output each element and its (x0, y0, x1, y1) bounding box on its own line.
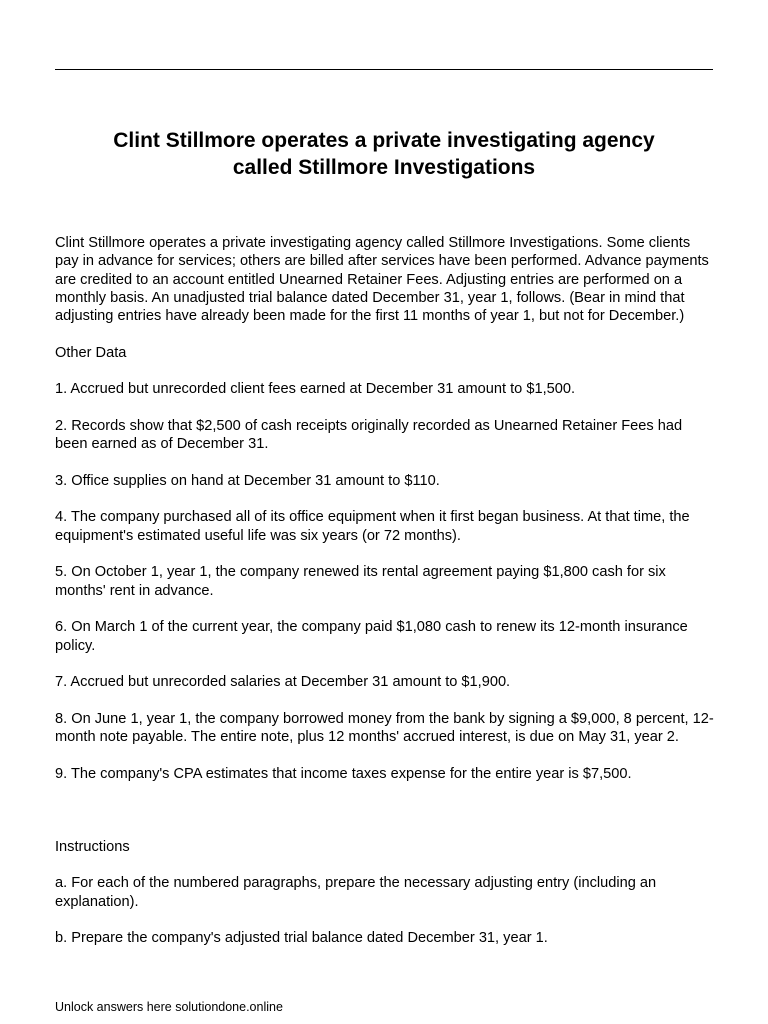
footer-link-text: Unlock answers here solutiondone.online (55, 1000, 283, 1014)
item-2: 2. Records show that $2,500 of cash receipts originally recorded as Unearned Retainer Fees had been earned as of December 31. (55, 417, 683, 453)
item-7: 7. Accrued but unrecorded salaries at December 31 amount to $1,900. (55, 674, 511, 691)
document-title (55, 127, 713, 181)
item-6: 6. On March 1 of the current year, the company paid $1,080 cash to renew its 12-month insurance policy. (55, 619, 688, 654)
title-line-2: called Stillmore Investigations (232, 156, 536, 179)
instruction-b: b. Prepare the company's adjusted trial balance dated December 31, year 1. (55, 930, 548, 947)
item-1: 1. Accrued but unrecorded client fees earned at December 31 amount to $1,500. (55, 381, 576, 398)
item-9: 9. The company's CPA estimates that income taxes expense for the entire year is $7,500. (55, 765, 632, 782)
instructions-heading: Instructions (55, 838, 130, 855)
header-rule (55, 69, 713, 70)
item-5: 5. On October 1, year 1, the company renewed its rental agreement paying $1,800 cash for six months' rent in advance. (55, 564, 666, 599)
other-data-heading: Other Data (55, 344, 127, 361)
instruction-a: a. For each of the numbered paragraphs, prepare the necessary adjusting entry (including an explanation). (55, 875, 657, 910)
title-line-1: Clint Stillmore operates a private investigating agency (113, 129, 655, 152)
item-4: 4. The company purchased all of its office equipment when it first began business. At that time, the equipment's estimated useful life was six years (or 72 months). (55, 509, 690, 544)
intro-paragraph: Clint Stillmore operates a private investigating agency called Stillmore Investigations. Some clients pay in advance for services; others are billed after services have been performed. Advance payments are credited to an account entitled Unearned Retainer Fees. Adjusting entries are performed on a monthly basis. An unadjusted trial balance dated December 31, year 1, follows. (Bear in mind that adjusting entries have already been made for the first 11 months of year 1, but not for December.) (55, 235, 709, 325)
item-3: 3. Office supplies on hand at December 31 amount to $110. (55, 472, 440, 489)
document-body (55, 234, 715, 966)
item-8: 8. On June 1, year 1, the company borrowed money from the bank by signing a $9,000, 8 percent, 12-month note payable. The entire note, plus 12 months' accrued interest, is due on May 31, year 2. (55, 710, 714, 746)
